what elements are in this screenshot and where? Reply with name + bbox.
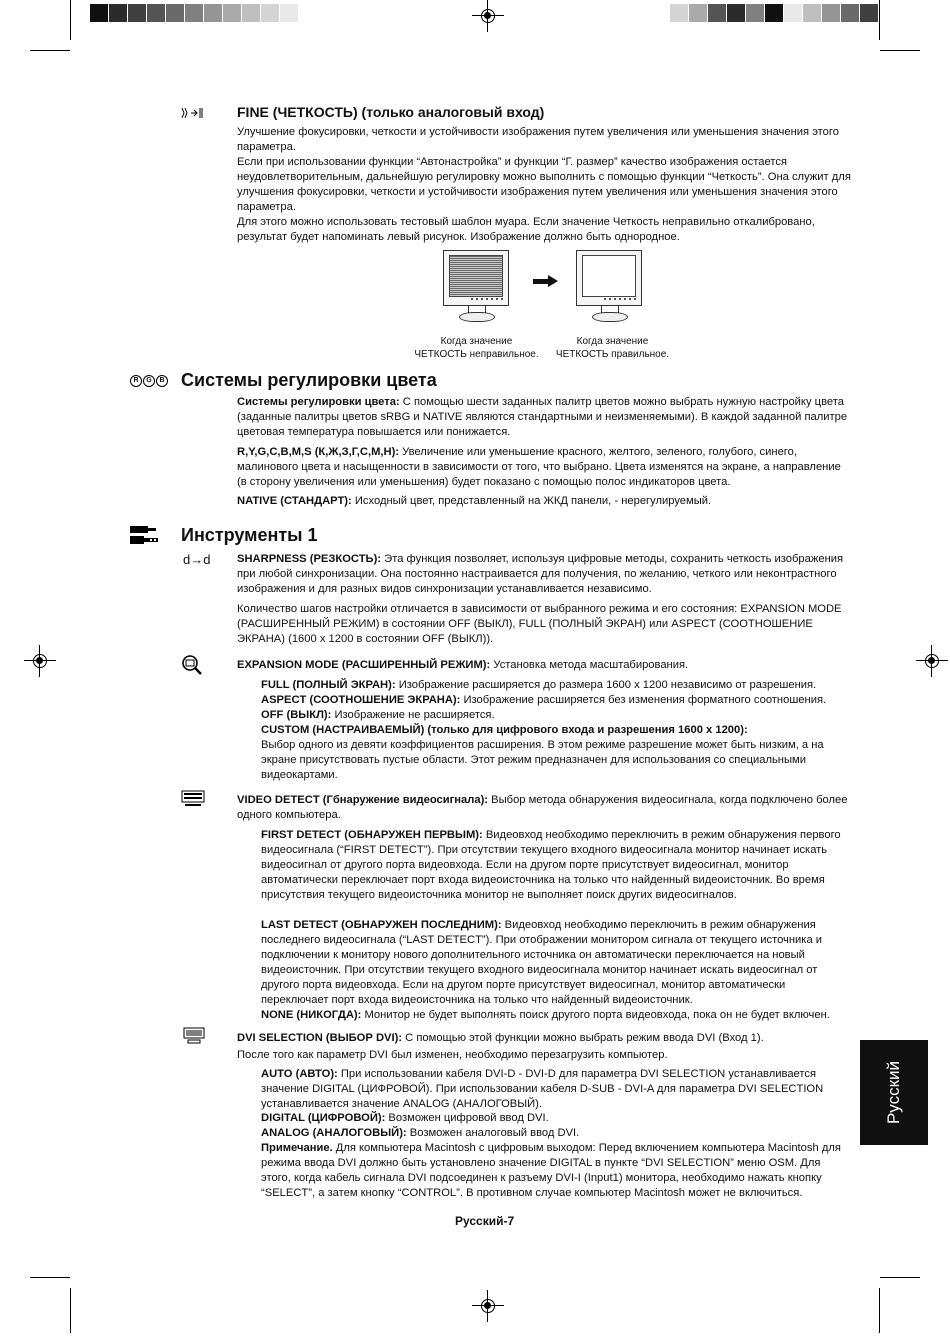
rgb-icon: R G B <box>130 375 168 387</box>
sharpness-icon: d→d <box>183 552 211 567</box>
color-paragraph-3: NATIVE (СТАНДАРТ): Исходный цвет, представленный на ЖКД панели, - нерегулируемый. <box>237 495 712 507</box>
trim-mark <box>70 1288 71 1333</box>
registration-mark-left <box>30 651 50 671</box>
color-swatch <box>765 4 784 22</box>
arrow-right-icon <box>533 276 559 286</box>
dvi-selection-icon <box>183 1027 205 1050</box>
expansion-custom-label: CUSTOM (НАСТРАИВАЕМЫЙ) (только для цифрового входа и разрешения 1600 x 1200): <box>261 724 748 736</box>
color-swatch <box>128 4 147 22</box>
tools-heading: Инструменты 1 <box>181 525 318 545</box>
sharpness-paragraph-2: Количество шагов настройки отличается в зависимости от выбранного режима и его состояния: EXPANSION MODE (РАСШИРЕННЫЙ РЕЖИМ) в состоянии OFF (ВЫКЛ), FULL (ПОЛНЫЙ ЭКРАН) или ASPECT (СООТНОШЕНИЕ ЭКРАНА) (1600 x 1200 в состоянии OFF (ВЫКЛ)). <box>237 603 842 645</box>
dvi-note-paragraph: Примечание. Для компьютера Macintosh с цифровым выходом: Перед включением компьютера Macintosh для режима ввода DVI должно быть установлено значение DIGITAL в пункте “DVI SELECTION” меню OSM. Для этого, когда кабель сигнала DVI подсоединен к разъему DVI-I (Input1) монитора, необходимо нажать кнопку “SELECT”, а затем кнопку “CONTROL”. В противном случае компьютер Macintosh может не включиться. <box>261 1142 841 1199</box>
tools-icon <box>130 524 160 551</box>
fine-paragraph-2: Если при использовании функции “Автонастройка” и функции “Г. размер” качество изображения остается неудовлетворительным, дальнейшую регулировку можно выполнить с помощью функции “Четкость”. Она служит для улучшения фокусировки, четкости и устойчивости изображения путем увеличения или уменьшения значения этого параметра. <box>237 156 851 213</box>
color-swatch <box>803 4 822 22</box>
color-swatch <box>727 4 746 22</box>
dvi-selection-paragraph-2: После того как параметр DVI был изменен, необходимо перезагрузить компьютер. <box>237 1049 668 1061</box>
registration-mark-right <box>922 651 942 671</box>
expansion-off: OFF (ВЫКЛ): Изображение не расширяется. <box>261 709 495 721</box>
fine-heading: FINE (ЧЕТКОСТЬ) (только аналоговый вход) <box>237 104 545 120</box>
expansion-full: FULL (ПОЛНЫЙ ЭКРАН): Изображение расширяется до размера 1600 x 1200 независимо от разрешения. <box>261 679 817 691</box>
last-detect-paragraph: LAST DETECT (ОБНАРУЖЕН ПОСЛЕДНИМ): Видеовход необходимо переключить в режим обнаружения последнего видеосигнала (“LAST DETECT”). При отображении монитором сигнала от текущего источника и подключении к монитору нового дополнительного источника он автоматически переключается на новый видеоисточник. При отсутствии текущего входного видеосигнала монитор начинает искать видеосигнал от другого порта видеовхода. Если на другом порте присутствует видеосигнал, монитор автоматически переключает порт входа видеоисточника на только что найденный видеоисточник. <box>261 919 823 1006</box>
color-swatch <box>689 4 708 22</box>
print-color-bar-right <box>670 4 898 22</box>
trim-mark <box>30 50 70 51</box>
color-swatch <box>223 4 242 22</box>
expansion-paragraph: EXPANSION MODE (РАСШИРЕННЫЙ РЕЖИМ): Установка метода масштабирования. <box>237 659 689 671</box>
color-swatch <box>299 4 318 22</box>
trim-mark <box>880 50 920 51</box>
magnifier-icon <box>181 654 203 681</box>
color-swatch <box>670 4 689 22</box>
color-swatch <box>242 4 261 22</box>
color-swatch <box>784 4 803 22</box>
registration-mark-bottom <box>478 1296 498 1316</box>
trim-mark <box>879 0 880 40</box>
color-swatch <box>166 4 185 22</box>
trim-mark <box>880 1277 920 1278</box>
color-swatch <box>109 4 128 22</box>
color-swatch <box>879 4 898 22</box>
fine-paragraph-3: Для этого можно использовать тестовый шаблон муара. Если значение Четкость неправильно откалибровано, результат будет напоминать левый рисунок. Изображение должно быть однородное. <box>237 216 815 243</box>
dvi-selection-paragraph: DVI SELECTION (ВЫБОР DVI): С помощью этой функции можно выбрать режим ввода DVI (Вход 1). <box>237 1032 764 1044</box>
color-swatch <box>90 4 109 22</box>
trim-mark <box>70 0 71 40</box>
color-swatch <box>860 4 879 22</box>
color-swatch <box>708 4 727 22</box>
color-swatch <box>204 4 223 22</box>
fine-icon <box>181 107 203 124</box>
caption-correct: Когда значение ЧЕТКОСТЬ правильное. <box>555 336 670 360</box>
color-swatch <box>841 4 860 22</box>
trim-mark <box>879 1288 880 1333</box>
color-paragraph-2: R,Y,G,C,B,M,S (К,Ж,З,Г,С,М,Н): Увеличение или уменьшение красного, желтого, зеленого, голубого, синего, малинового цвета и насыщенности в зависимости от того, что выбрано. Цвета изменятся на экране, а направление (в сторону увеличения или уменьшения) будет показано с помощью полос индикаторов цвета. <box>237 446 841 488</box>
color-swatch <box>185 4 204 22</box>
trim-mark <box>30 1277 70 1278</box>
monitor-incorrect-illustration <box>443 250 509 322</box>
language-side-tab: Русский <box>860 1040 928 1145</box>
color-swatch <box>147 4 166 22</box>
print-color-bar-left <box>90 4 318 22</box>
caption-incorrect: Когда значение ЧЕТКОСТЬ неправильное. <box>414 336 539 360</box>
none-paragraph: NONE (НИКОГДА): Монитор не будет выполнять поиск другого порта видеовхода, пока он не будет включен. <box>261 1009 830 1021</box>
color-swatch <box>746 4 765 22</box>
video-detect-paragraph: VIDEO DETECT (Гбнаружение видеосигнала): Выбор метода обнаружения видеосигнала, когда подключено более одного компьютера. <box>237 794 848 821</box>
page-number: Русский-7 <box>455 1214 515 1228</box>
fine-paragraph-1: Улучшение фокусировки, четкости и устойчивости изображения путем увеличения или уменьшения значения этого параметра. <box>237 126 839 153</box>
sharpness-paragraph: SHARPNESS (РЕЗКОСТЬ): Эта функция позволяет, используя цифровые методы, сохранить четкость изображения при любой синхронизации. Она постоянно настраивается для получения, по желанию, четкого или неконтрастного изображения и для разных видов синхронизации устанавливается независимо. <box>237 553 844 595</box>
color-heading: Системы регулировки цвета <box>181 370 437 390</box>
expansion-custom-text: Выбор одного из девяти коэффициентов расширения. В этом режиме разрешение может быть низким, а на экране присутствовать пустые области. Этот режим предназначен для использования со специальными видеокартами. <box>261 739 824 781</box>
registration-mark-top <box>478 6 498 26</box>
dvi-analog-paragraph: ANALOG (АНАЛОГОВЫЙ): Возможен аналоговый ввод DVI. <box>261 1127 580 1139</box>
color-swatch <box>280 4 299 22</box>
expansion-aspect: ASPECT (СООТНОШЕНИЕ ЭКРАНА): Изображение расширяется без изменения форматного соотношения. <box>261 694 827 706</box>
color-paragraph-1: Системы регулировки цвета: С помощью шести заданных палитр цветов можно выбрать нужную настройку цвета (заданные палитры цветов sRBG и NATIVE являются стандартными и неизменяемыми). В каждой заданной палитре цветовая температура повышается или понижается. <box>237 396 848 438</box>
first-detect-paragraph: FIRST DETECT (ОБНАРУЖЕН ПЕРВЫМ): Видеовход необходимо переключить в режим обнаружения первого видеосигнала (“FIRST DETECT”). При отсутствии текущего входного видеосигнала монитор начинает искать видеосигнал от другого порта видеовхода. Если на другом порте присутствует видеосигнал, монитор автоматически переключает порт входа видеоисточника на только что найденный видеоисточник. Во время присутствия текущего видеоисточника монитор не выполняет поиск других видеосигналов. <box>261 829 841 901</box>
color-swatch <box>261 4 280 22</box>
color-swatch <box>822 4 841 22</box>
dvi-digital-paragraph: DIGITAL (ЦИФРОВОЙ): Возможен цифровой ввод DVI. <box>261 1112 549 1124</box>
monitor-correct-illustration <box>576 250 642 322</box>
dvi-auto-paragraph: AUTO (АВТО): При использовании кабеля DVI-D - DVI-D для параметра DVI SELECTION устанавливается значение DIGITAL (ЦИФРОВОЙ). При использовании кабеля D-SUB - DVI-A для параметра DVI SELECTION устанавливается значение ANALOG (АНАЛОГОВЫЙ). <box>261 1068 824 1110</box>
video-detect-icon <box>181 790 205 813</box>
